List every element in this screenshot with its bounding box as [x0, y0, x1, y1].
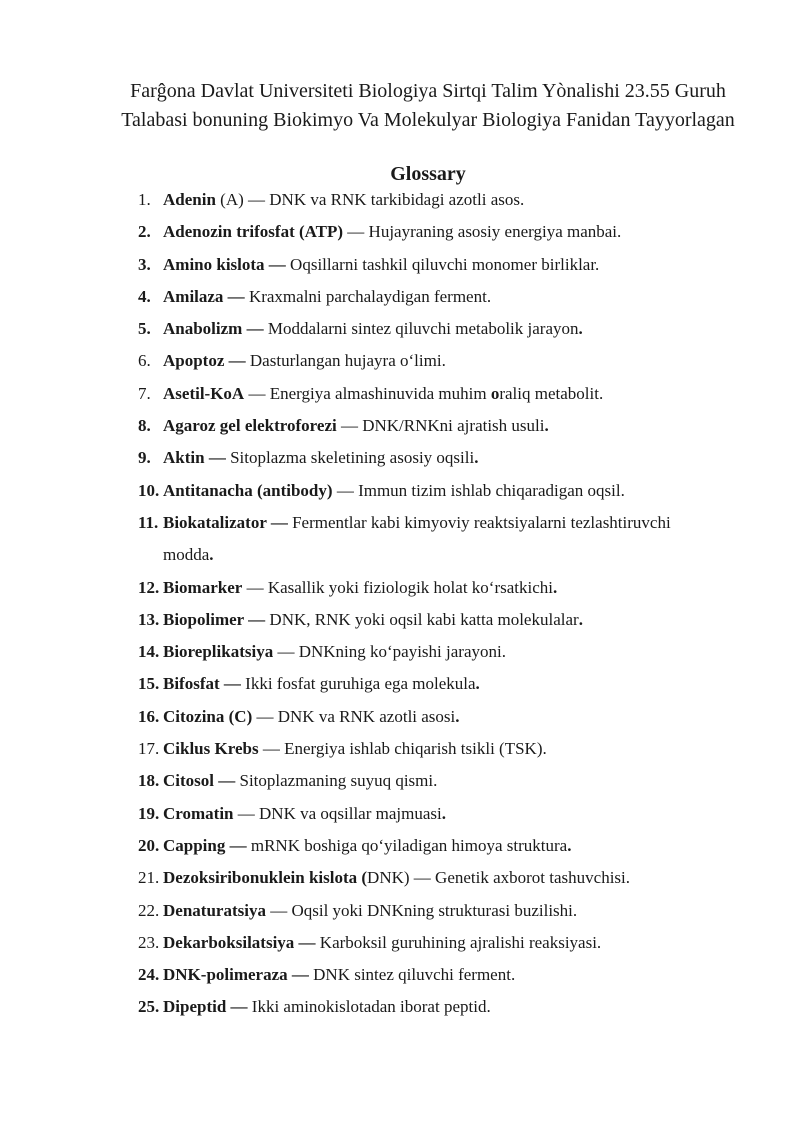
glossary-entry [0, 798, 800, 830]
entry-number: 4. [138, 286, 151, 306]
glossary-entry [0, 184, 800, 216]
entry-definition: Dasturlangan hujayra o‘limi. [245, 351, 446, 371]
entry-definition: Kraxmalni parchalaydigan ferment. [244, 286, 492, 306]
entry-tail: . [578, 319, 583, 339]
entry-term: Ciklus Krebs [163, 739, 259, 759]
entry-term: Cromatin [163, 803, 234, 823]
entry-definition: — Hujayraning asosiy energiya manbai. [343, 222, 622, 242]
entry-definition: Oqsillarni tashkil qiluvchi monomer birliklar. [285, 254, 600, 274]
entry-tail: . [441, 803, 446, 823]
entry-number: 3. [138, 254, 151, 274]
entry-number: 25. [138, 997, 160, 1017]
entry-term: Aktin — [163, 448, 226, 468]
entry-definition: Ikki aminokislotadan iborat peptid. [247, 997, 491, 1017]
entry-number: 7. [138, 383, 151, 403]
entry-tail: . [475, 674, 480, 694]
entry-number: 13. [138, 609, 160, 629]
entry-number: 11. [138, 512, 159, 532]
entry-number: 21. [138, 868, 160, 888]
entry-definition: — Energiya ishlab chiqarish tsikli (TSK). [258, 739, 547, 759]
entry-number: 6. [138, 351, 151, 371]
entry-number: 20. [138, 835, 160, 855]
entry-definition: DNK, RNK yoki oqsil kabi katta molekulalar [265, 609, 579, 629]
entry-definition: — DNK va RNK azotli asosi [252, 706, 456, 726]
entry-term: Bifosfat — [163, 674, 241, 694]
glossary-entry [0, 313, 800, 345]
entry-term: Dipeptid — [163, 997, 248, 1017]
glossary-entry [0, 410, 800, 442]
glossary-entry [0, 604, 800, 636]
entry-term: Apoptoz — [163, 351, 246, 371]
entry-tail: . [455, 706, 460, 726]
entry-definition: Fermentlar kabi kimyoviy reaktsiyalarni tezlashtiruvchi [287, 512, 671, 532]
entry-definition: Sitoplazma skeletining asosiy oqsili [225, 448, 475, 468]
glossary-entry [0, 959, 800, 991]
entry-term: Citosol — [163, 771, 236, 791]
entry-definition-wrap-text: modda [163, 545, 210, 565]
entry-term: Biopolimer — [163, 609, 266, 629]
entry-definition: DNK) — Genetik axborot tashuvchisi. [367, 868, 631, 888]
entry-tail: . [544, 416, 549, 436]
entry-definition: Sitoplazmaning suyuq qismi. [235, 771, 438, 791]
entry-definition: — DNK va oqsillar majmuasi [233, 803, 442, 823]
entry-tail: . [209, 545, 214, 565]
glossary-entry [0, 991, 800, 1023]
entry-number: 14. [138, 642, 160, 662]
entry-term: DNK-polimeraza — [163, 965, 309, 985]
entry-tail: . [567, 835, 572, 855]
entry-term: Antitanacha (antibody) [163, 480, 333, 500]
entry-term: Asetil-KoA [163, 383, 245, 403]
entry-term: Dezoksiribonuklein kislota ( [163, 868, 368, 888]
entry-tail: . [553, 577, 558, 597]
entry-number: 23. [138, 932, 160, 952]
entry-definition: — Energiya almashinuvida muhim [244, 383, 491, 403]
entry-definition: Moddalarni sintez qiluvchi metabolik jarayon [263, 319, 579, 339]
glossary-entry [0, 733, 800, 765]
entry-term: Amino kislota — [163, 254, 286, 274]
entry-tail: . [474, 448, 479, 468]
document-title: Farĝona Davlat Universiteti Biologiya Sirtqi Talim Yònalishi 23.55 Guruh Talabasi bonuning Biokimyo Va Molekulyar Biologiya Fanidan Tayyorlagan [121, 80, 735, 131]
entry-definition: Karboksil guruhining ajralishi reaksiyasi. [315, 932, 602, 952]
entry-definition: Ikki fosfat guruhiga ega molekula [240, 674, 476, 694]
entry-number: 24. [138, 965, 160, 985]
entry-number: 5. [138, 319, 151, 339]
entry-definition: — DNK/RNKni ajratish usuli [336, 416, 545, 436]
entry-definition: mRNK boshiga qo‘yiladigan himoya struktura [246, 835, 568, 855]
entry-term: Dekarboksilatsiya — [163, 932, 316, 952]
section-heading: Glossary [390, 163, 466, 185]
glossary-entry [0, 927, 800, 959]
entry-number: 17. [138, 739, 160, 759]
entry-number: 12. [138, 577, 160, 597]
entry-definition: DNK sintez qiluvchi ferment. [308, 965, 516, 985]
entry-term: Amilaza — [163, 286, 245, 306]
entry-number: 19. [138, 803, 160, 823]
glossary-entry [0, 475, 800, 507]
glossary-entry [0, 442, 800, 474]
entry-term: Adenin [163, 190, 216, 209]
entry-term: Agaroz gel elektroforezi [163, 416, 337, 436]
entry-term: Bioreplikatsiya [163, 642, 274, 662]
glossary-entry [0, 345, 800, 377]
entry-number: 10. [138, 480, 160, 500]
glossary-entry [0, 895, 800, 927]
entry-definition: — Immun tizim ishlab chiqaradigan oqsil. [332, 480, 625, 500]
entry-number: 18. [138, 771, 160, 791]
entry-definition: — DNKning ko‘payishi jarayoni. [273, 642, 506, 662]
entry-definition: — Oqsil yoki DNKning strukturasi buzilishi. [265, 900, 578, 920]
entry-term: Anabolizm — [163, 319, 264, 339]
glossary-entry [0, 636, 800, 668]
entry-definition-cont: raliq metabolit. [499, 383, 604, 403]
entry-number: 1. [138, 190, 151, 209]
glossary-entry [0, 378, 800, 410]
entry-number: 16. [138, 706, 160, 726]
entry-definition-bold: o [490, 383, 500, 403]
glossary-list [0, 184, 800, 1024]
entry-number: 8. [138, 416, 151, 436]
glossary-entry [0, 830, 800, 862]
glossary-entry [0, 668, 800, 700]
glossary-entry [0, 701, 800, 733]
glossary-entry [0, 216, 800, 248]
entry-term: Biomarker [163, 577, 243, 597]
entry-term: Biokatalizator — [163, 512, 288, 532]
entry-number: 22. [138, 900, 160, 920]
entry-tail: . [578, 609, 583, 629]
glossary-entry [0, 862, 800, 894]
entry-term: Capping — [163, 835, 247, 855]
glossary-entry [0, 249, 800, 281]
entry-number: 2. [138, 222, 151, 242]
entry-definition: — Kasallik yoki fiziologik holat ko‘rsatkichi [242, 577, 553, 597]
entry-term: Citozina (C) [163, 706, 253, 726]
glossary-entry [0, 572, 800, 604]
entry-definition-wrap [163, 539, 740, 571]
entry-number: 9. [138, 448, 151, 468]
entry-number: 15. [138, 674, 160, 694]
glossary-entry [0, 507, 800, 572]
entry-definition: (A) — DNK va RNK tarkibidagi azotli asos. [215, 190, 525, 209]
entry-term: Adenozin trifosfat (ATP) [163, 222, 344, 242]
entry-term: Denaturatsiya [163, 900, 266, 920]
glossary-entry [0, 765, 800, 797]
glossary-entry [0, 281, 800, 313]
